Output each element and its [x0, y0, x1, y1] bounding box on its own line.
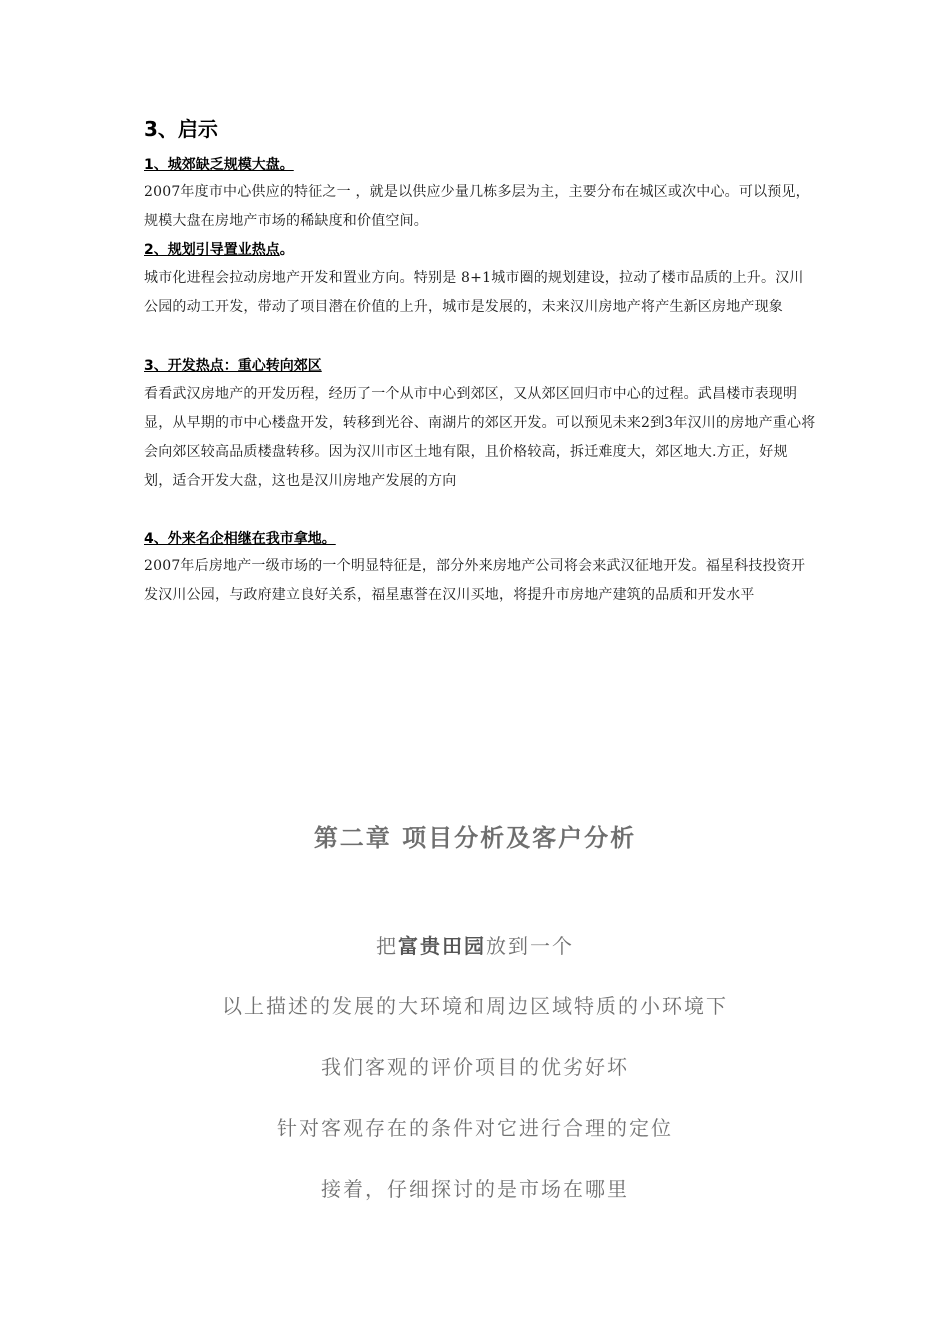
point-2-heading: [144, 239, 294, 261]
intro-line-4: 针对客观存在的条件对它进行合理的定位: [277, 1116, 673, 1140]
point-4-body: 2007年后房地产一级市场的一个明显特征是，部分外来房地产公司将会来武汉征地开发。福星科技投资开发汉川公园，与政府建立良好关系，福星惠誉在汉川买地，将提升市房地产建筑的品质和开发水平: [144, 558, 806, 603]
intro-line-1-pre: 把: [376, 934, 398, 958]
section-title: 3、启示: [144, 117, 218, 141]
point-4-heading: 4、外来名企相继在我市拿地。: [144, 531, 336, 547]
point-2-body: 城市化进程会拉动房地产开发和置业方向。特别是 8+1城市圈的规划建设，拉动了楼市品质的上升。汉川公园的动工开发，带动了项目潜在价值的上升，城市是发展的，未来汉川房地产将产生新区房地产现象: [144, 270, 804, 315]
point-1-body: 2007年度市中心供应的特征之一 ，就是以供应少量几栋多层为主，主要分布在城区或次中心。可以预见，规模大盘在房地产市场的稀缺度和价值空间。: [144, 184, 810, 229]
intro-line-3: 我们客观的评价项目的优劣好坏: [321, 1055, 629, 1079]
point-2-heading-text: 2、规划引导置业热点: [144, 242, 280, 258]
point-2-heading-tail: 。: [279, 242, 294, 258]
point-3-heading: 3、开发热点：重心转向郊区: [144, 358, 322, 374]
project-name-highlight: 富贵田园: [398, 934, 486, 958]
intro-line-2: 以上描述的发展的大环境和周边区域特质的小环境下: [222, 994, 728, 1018]
point-1-heading: 1、城郊缺乏规模大盘。: [144, 157, 294, 173]
intro-line-5: 接着，仔细探讨的是市场在哪里: [321, 1177, 629, 1201]
intro-line-1: [0, 930, 950, 962]
point-3-body: 看看武汉房地产的开发历程，经历了一个从市中心到郊区，又从郊区回归市中心的过程。武昌楼市表现明显，从早期的市中心楼盘开发，转移到光谷、南湖片的郊区开发。可以预见未来2到3年汉川的房地产重心将会向郊区较高品质楼盘转移。因为汉川市区土地有限，且价格较高，拆迁难度大，郊区地大.方正，好规划，适合开发大盘，这也是汉川房地产发展的方向: [144, 386, 816, 489]
chapter-title: 第二章 项目分析及客户分析: [313, 824, 637, 852]
intro-line-1-post: 放到一个: [486, 934, 574, 958]
